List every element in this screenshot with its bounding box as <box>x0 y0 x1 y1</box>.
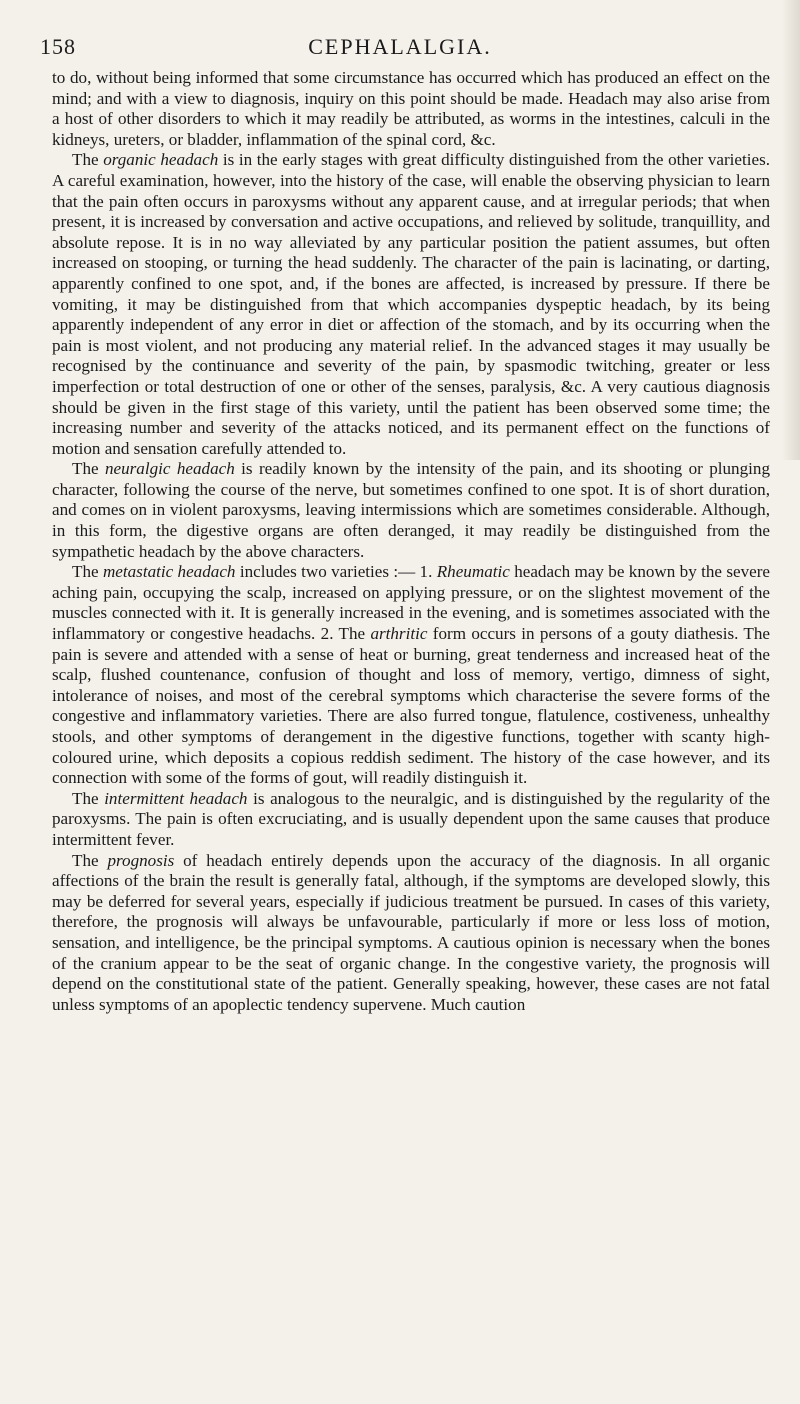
term-arthritic: arthritic <box>370 624 428 644</box>
paragraph-text: The <box>72 150 104 170</box>
paragraph-text: of headach entirely depends upon the accuracy of the diagnosis. In all organic affections of the brain the result is generally fatal, although, if the symptoms are developed slowly, this may be deferred for several years, especially if judicious treatment be pursued. In cases of this variety, therefore, the prognosis will always be unfavourable, particularly if more or less loss of motion, sensation, and intelligence, be the principal symptoms. A cautious opinion is necessary when the bones of the cranium appear to be the seat of organic change. In the congestive variety, the prognosis will depend on the constitutional state of the patient. Generally speaking, however, these cases are not fatal unless symptoms of an apoplectic tendency supervene. Much caution <box>52 850 770 1014</box>
paragraph-intermittent-headach <box>52 789 770 851</box>
page-number: 158 <box>40 34 76 59</box>
paragraph-neuralgic-headach <box>52 459 770 562</box>
paragraph-organic-headach <box>52 150 770 459</box>
paragraph-text: is in the early stages with great difficulty distinguished from the other varieties. A careful examination, however, into the history of the case, will enable the observing physician to learn that the pain often occurs in paroxysms without any apparent cause, and at irregular periods; that when present, it is increased by conversation and active occupations, and relieved by solitude, tranquillity, and absolute repose. It is in no way alleviated by any particular position the patient assumes, but often increased on stooping, or turning the head suddenly. The character of the pain is lacinating, or darting, apparently confined to one spot, and, if the bones are affected, is increased by pressure. If there be vomiting, it may be distinguished from that which accompanies dyspeptic headach, by its being apparently independent of any error in diet or affection of the stomach, and by its occurring when the pain is most violent, and not producing any material relief. In the advanced stages it may usually be recognised by the continuance and severity of the pain, by spasmodic twitching, greater or less imperfection or total destruction of one or other of the senses, paralysis, &c. A very cautious diagnosis should be given in the first stage of this variety, until the patient has been observed some time; the increasing number and severity of the attacks noticed, and its permanent effect on the functions of motion and sensation carefully attended to. <box>52 150 770 458</box>
paragraph-intro-continuation <box>52 68 770 150</box>
paragraph-text: The <box>72 459 105 479</box>
page-title: CEPHALALGIA. <box>308 34 492 59</box>
paragraph-text: The <box>72 788 105 808</box>
paragraph-text: includes two varieties :— 1. <box>235 562 437 582</box>
paragraph-text: form occurs in persons of a gouty diathesis. The pain is severe and attended with a sense of heat or burning, great tenderness and increased heat of the scalp, flushed countenance, confusion of thought and loss of memory, vertigo, dimness of sight, intolerance of noises, and most of the cerebral symptoms which characterise the severe forms of the congestive and inflammatory varieties. There are also furred tongue, flatulence, costiveness, unhealthy stools, and other symptoms of derangement in the digestive functions, together with scanty high-coloured urine, which deposits a copious reddish sediment. The history of the case however, and its connection with some of the forms of gout, will readily distinguish it. <box>52 624 770 788</box>
term-neuralgic-headach: neuralgic headach <box>104 459 235 479</box>
term-prognosis: prognosis <box>107 850 175 870</box>
term-intermittent-headach: intermittent headach <box>104 788 248 808</box>
running-head <box>40 34 760 60</box>
paragraph-metastatic-headach <box>52 562 770 789</box>
paragraph-text: is readily known by the intensity of the pain, and its shooting or plunging character, following the course of the nerve, but sometimes confined to one spot. It is of short duration, and comes on in violent paroxysms, leaving intermissions which are sometimes considerable. Although, in this form, the digestive organs are often deranged, it may readily be distinguished from the sympathetic headach by the above characters. <box>52 459 770 561</box>
body-text <box>52 68 770 1015</box>
paragraph-text: The <box>72 850 108 870</box>
term-metastatic-headach: metastatic headach <box>102 562 236 582</box>
paragraph-text: headach may be known by the severe aching pain, occupying the scalp, increased on applying pressure, or on the slightest movement of the muscles connected with it. It is generally increased in the evening, and is sometimes associated with the inflammatory or congestive headachs. 2. The <box>52 562 770 644</box>
paragraph-text: is analogous to the neuralgic, and is distinguished by the regularity of the paroxysms. The pain is often excruciating, and is usually dependent upon the same causes that produce intermittent fever. <box>52 788 770 849</box>
page-edge-shadow <box>782 0 800 460</box>
term-rheumatic: Rheumatic <box>436 562 510 582</box>
paragraph-prognosis <box>52 851 770 1016</box>
term-organic-headach: organic headach <box>103 150 219 170</box>
paragraph-text: to do, without being informed that some circumstance has occurred which has produced an effect on the mind; and with a view to diagnosis, inquiry on this point should be made. Headach may also arise from a host of other disorders to which it may readily be attributed, as worms in the intestines, calculi in the kidneys, ureters, or bladder, inflammation of the spinal cord, &c. <box>52 68 770 149</box>
paragraph-text: The <box>72 562 103 582</box>
